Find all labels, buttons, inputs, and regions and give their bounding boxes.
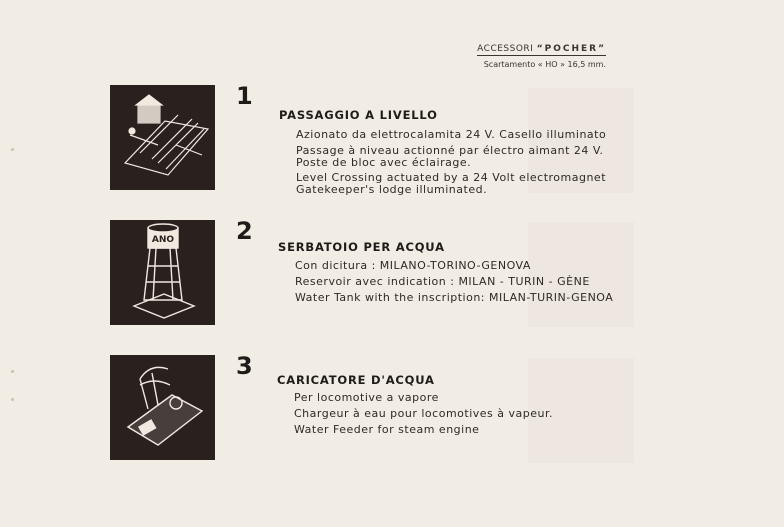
tank-label: ANO [151, 235, 175, 245]
item-number: 1 [236, 82, 253, 110]
item-description-line: Level Crossing actuated by a 24 Volt electromagnet [296, 171, 607, 184]
header-title [477, 44, 606, 56]
water-tank-icon [110, 220, 215, 325]
item-description-line: Water Feeder for steam engine [294, 423, 480, 436]
item-number: 3 [236, 352, 253, 380]
item-description-line: Water Tank with the inscription: MILAN-TURIN-GENOA [295, 291, 614, 304]
header-title-brand: “POCHER” [536, 44, 606, 54]
item-description-line: Passage à niveau actionné par électro aimant 24 V. [296, 144, 604, 157]
item-description-line: Gatekeeper's lodge illuminated. [296, 183, 488, 196]
item-heading: PASSAGGIO A LIVELLO [279, 108, 438, 122]
item-description-line: Poste de bloc avec éclairage. [296, 156, 472, 169]
item-number: 2 [236, 217, 253, 245]
item-description-line: Chargeur à eau pour locomotives à vapeur. [294, 407, 553, 420]
item-description-line: Per locomotive a vapore [294, 391, 439, 404]
item-description-line: Con dicitura : MILANO-TORINO-GENOVA [295, 259, 531, 272]
level-crossing-icon [110, 85, 215, 190]
item-description-line: Reservoir avec indication : MILAN - TURIN - GÈNE [295, 275, 590, 288]
item-description-line: Azionato da elettrocalamita 24 V. Casello illuminato [296, 128, 607, 141]
header-title-prefix: ACCESSORI [477, 44, 534, 54]
water-feeder-icon [110, 355, 215, 460]
catalog-header [477, 36, 606, 69]
item-heading: SERBATOIO PER ACQUA [278, 240, 445, 254]
header-subtitle: Scartamento « HO » 16,5 mm. [483, 60, 606, 69]
item-heading: CARICATORE D'ACQUA [277, 373, 435, 387]
